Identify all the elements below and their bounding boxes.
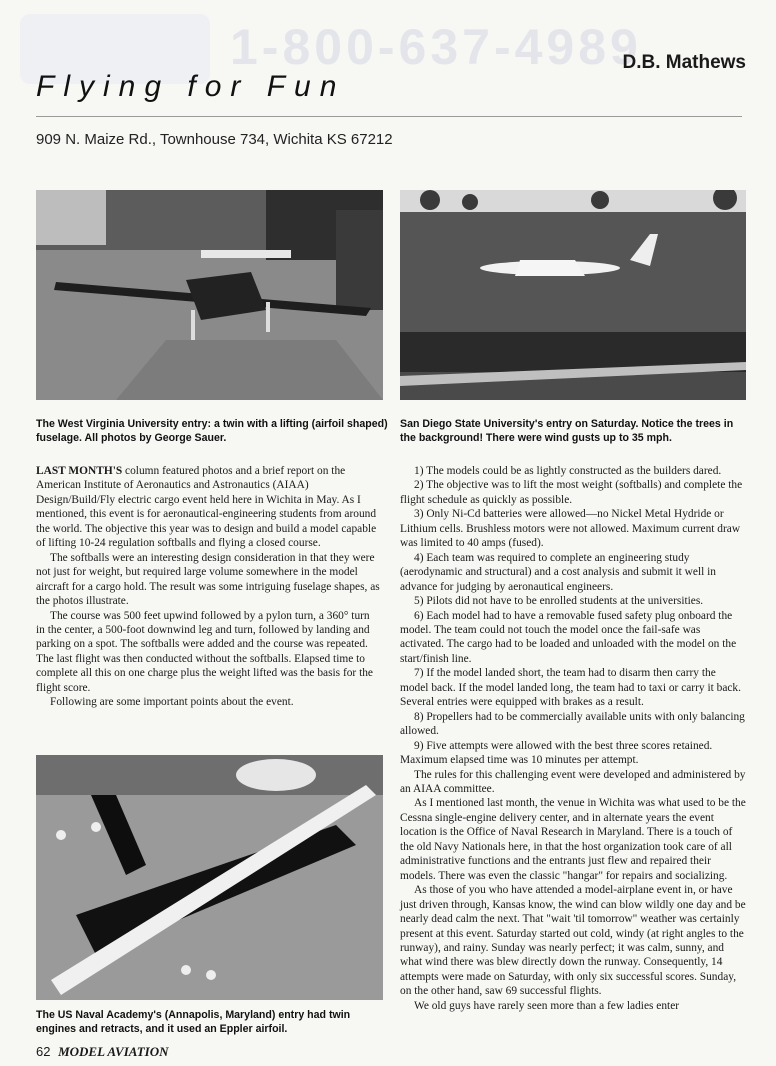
article-column-right	[400, 464, 747, 1013]
page-title: Flying for Fun	[36, 70, 346, 103]
rule-item: 9) Five attempts were allowed with the best three scores retained. Maximum elapsed time was 10 minutes per attempt.	[400, 739, 713, 767]
article-column-left	[36, 464, 381, 710]
rule-item: 1) The models could be as lightly constructed as the builders dared.	[414, 465, 722, 477]
article-paragraph	[36, 464, 381, 551]
article-paragraph: We old guys have rarely seen more than a few ladies enter	[414, 999, 680, 1012]
rule-item: 8) Propellers had to be commercially available units with only balancing allowed.	[400, 710, 745, 738]
rule-item: 2) The objective was to lift the most weight (softballs) and complete the flight schedule as quickly as possible.	[400, 479, 743, 506]
article-paragraph: Following are some important points about the event.	[50, 696, 294, 709]
rule-item: 7) If the model landed short, the team had to disarm then carry the model back. If the model landed long, the team had to taxi or carry it back. Several entries were equipped with brakes as a result.	[400, 667, 741, 709]
rule-item: 6) Each model had to have a removable fused safety plug onboard the model. The team could not touch the model once the fail-safe was activated. The cargo had to be loaded and unloaded with the model on the start/finish line.	[400, 609, 737, 665]
author-name: D.B. Mathews	[622, 52, 746, 73]
caption-photo3: The US Naval Academy's (Annapolis, Maryland) entry had twin engines and retracts, and it used an Eppler airfoil.	[36, 1009, 351, 1035]
article-paragraph: The course was 500 feet upwind followed by a pylon turn, a 360° turn in the center, a 500-foot downwind leg and turn, followed by landing and parking on a spot. The softballs were added and the course was repeated. The last flight was then conducted without the softballs. Elapsed time to complete all this on one charge plus the weight lifted was the basis for the flight score.	[36, 609, 373, 694]
rule-item: 5) Pilots did not have to be enrolled students at the universities.	[414, 595, 704, 608]
title-rule	[36, 116, 742, 117]
paragraph-text: column featured photos and a brief report on the American Institute of Aeronautics and Astronautics (AIAA) Design/Build/Fly electric cargo event held here in Wichita in May. As I mentioned, this event is for aeronautical-engineering students from around the world. The objective this year was to design and build a model capable of lifting 10-24 regulation softballs and flying a closed course.	[36, 465, 377, 550]
caption-photo2: San Diego State University's entry on Saturday. Notice the trees in the background! There were wind gusts up to 35 mph.	[400, 418, 734, 444]
article-paragraph: As those of you who have attended a model-airplane event in, or have just driven through, Kansas know, the wind can blow wildly one day and be nearly dead calm the next. That "wait 'til tomorrow" weather was certainly present at this event. Saturday started out cold, windy (at right angles to the runway), and rainy. Sunday was nearly perfect; it was calm, sunny, and what wind there was blew directly down the runway. Consequently, 14 attempts were made on Saturday, with only six successful scores. Sunday, on the other hand, saw 69 successful flights.	[400, 884, 746, 998]
magazine-name: MODEL AVIATION	[58, 1044, 169, 1059]
page-footer	[36, 1044, 169, 1060]
article-paragraph: As I mentioned last month, the venue in Wichita was what used to be the Cessna single-engine delivery center, and in alternate years the event location is the Office of Naval Research in Maryland. There is a touch of the old Navy Nationals here, in that the host organization took care of all administrative functions and the entrants just flew and repaired their models. There was even the classic "hangar" for repairs and socializing.	[400, 797, 746, 882]
photo-west-virginia-entry	[36, 190, 383, 400]
phone-watermark: 1-800-637-4989	[230, 19, 642, 75]
article-paragraph: The rules for this challenging event were developed and administered by an AIAA committee.	[400, 768, 746, 795]
author-address: 909 N. Maize Rd., Townhouse 734, Wichita KS 67212	[36, 131, 393, 148]
lead-words: LAST MONTH'S	[36, 465, 123, 477]
page-number: 62	[36, 1044, 51, 1059]
photo-naval-academy-entry	[36, 755, 383, 1000]
rule-item: 3) Only Ni-Cd batteries were allowed—no Nickel Metal Hydride or Lithium cells. Brushless motors were not allowed. Maximum current draw was limited to 40 amps (fused).	[400, 508, 741, 550]
photo-san-diego-entry	[400, 190, 746, 400]
caption-photo1: The West Virginia University entry: a twin with a lifting (airfoil shaped) fuselage. All photos by George Sauer.	[36, 418, 388, 444]
article-paragraph: The softballs were an interesting design consideration in that they were not just for weight, but required large volume somewhere in the model aircraft for a cargo hold. The result was some intriguing fuselage shapes, as the photos illustrate.	[36, 551, 380, 608]
rule-item: 4) Each team was required to complete an engineering study (aerodynamic and structural) and a cost analysis and submit it well in advance for judging by aeronautical engineers.	[400, 551, 717, 593]
